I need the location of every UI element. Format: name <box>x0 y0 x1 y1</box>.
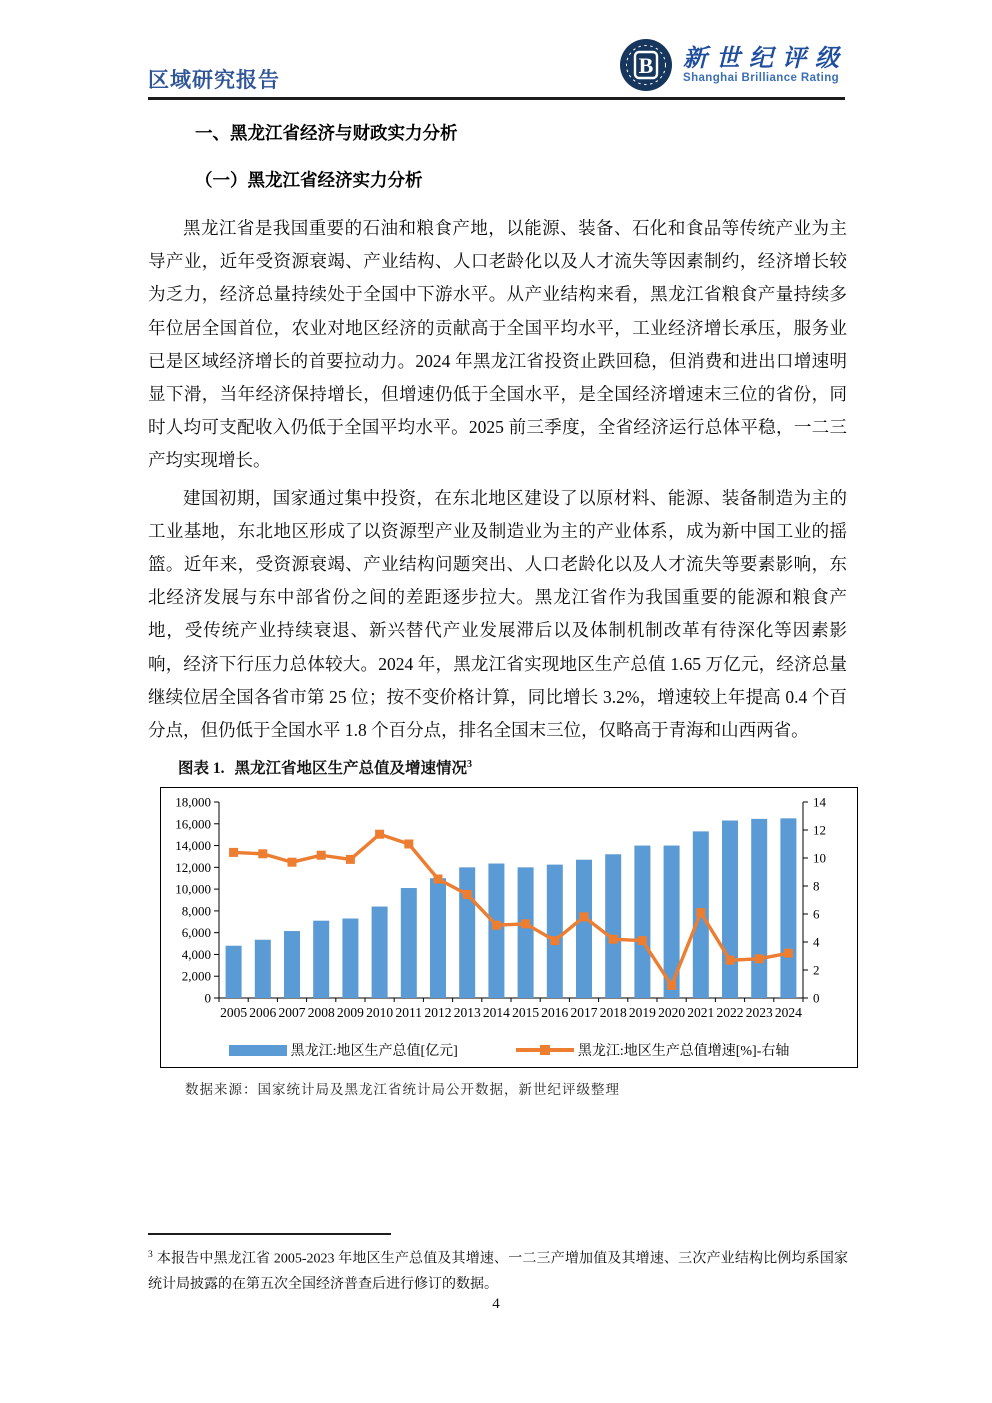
svg-text:2017: 2017 <box>570 1005 598 1021</box>
brand-emblem-icon <box>619 38 673 92</box>
svg-text:2006: 2006 <box>249 1005 277 1021</box>
svg-text:18,000: 18,000 <box>175 794 211 810</box>
figure-caption-label: 图表 1. <box>178 760 225 778</box>
footnote-body: 本报告中黑龙江省 2005-2023 年地区生产总值及其增速、一二三产增加值及其增速、三次产业结构比例均系国家统计局披露的在第五次全国经济普查后进行修订的数据。 <box>148 1251 848 1292</box>
legend-item-gdp <box>229 1040 458 1060</box>
svg-text:14: 14 <box>813 794 826 810</box>
section-heading: 一、黑龙江省经济与财政实力分析 <box>195 123 458 143</box>
svg-text:10,000: 10,000 <box>175 882 211 898</box>
paragraph-history-gdp: 建国初期，国家通过集中投资，在东北地区建设了以原材料、能源、装备制造为主的工业基地，东北地区形成了以资源型产业及制造业为主的产业体系，成为新中国工业的摇篮。近年来，受资源衰竭、产业结构问题突出、人口老龄化以及人才流失等要素影响，东北经济发展与东中部省份之间的差距逐步拉大。黑龙江省作为我国重要的能源和粮食产地，受传统产业持续衰退、新兴替代产业发展滞后以及体制机制改革有待深化等因素影响，经济下行压力总体较大。2024 年，黑龙江省实现地区生产总值 1.65 万亿元，经济总量继续位居全国各省市第 25 位；按不变价格计算，同比增长 3.2%，增速较上年提高 0.4 个百分点，但仍低于全国水平 1.8 个百分点，排名全国末三位，仅略高于青海和山西两省。 <box>148 487 847 741</box>
svg-text:2024: 2024 <box>774 1005 802 1021</box>
figure-caption-title: 黑龙江省地区生产总值及增速情况 <box>234 760 468 778</box>
footnote-divider <box>148 1233 391 1235</box>
brand-name-cn: 新世纪评级 <box>683 46 848 72</box>
svg-text:10: 10 <box>813 850 826 866</box>
svg-text:14,000: 14,000 <box>175 838 211 854</box>
figure-caption <box>178 754 847 780</box>
svg-text:2016: 2016 <box>541 1005 569 1021</box>
svg-text:0: 0 <box>813 990 820 1006</box>
gdp-chart-svg <box>162 790 856 1034</box>
svg-text:0: 0 <box>204 990 211 1006</box>
svg-text:16,000: 16,000 <box>175 816 211 832</box>
svg-text:12,000: 12,000 <box>175 860 211 876</box>
svg-text:4: 4 <box>813 934 820 950</box>
chart-legend <box>161 1034 857 1066</box>
brand-text <box>683 46 848 84</box>
svg-text:2005: 2005 <box>220 1005 248 1021</box>
data-source-note: 数据来源：国家统计局及黑龙江省统计局公开数据，新世纪评级整理 <box>185 1082 620 1098</box>
footnote-text <box>148 1243 848 1297</box>
brand-name-en: Shanghai Brilliance Rating <box>683 72 840 84</box>
legend-label-gdp: 黑龙江:地区生产总值[亿元] <box>290 1044 458 1060</box>
svg-text:2023: 2023 <box>745 1005 773 1021</box>
svg-text:2022: 2022 <box>716 1005 744 1021</box>
svg-text:2008: 2008 <box>307 1005 335 1021</box>
svg-text:2020: 2020 <box>658 1005 686 1021</box>
svg-text:2007: 2007 <box>278 1005 306 1021</box>
report-type-label: 区域研究报告 <box>148 69 280 92</box>
footnote-block <box>148 1233 848 1297</box>
header-divider <box>148 97 845 100</box>
bar-swatch-icon <box>229 1045 287 1056</box>
footnote-marker: 3 <box>148 1250 153 1260</box>
svg-text:2014: 2014 <box>482 1005 510 1021</box>
svg-text:6,000: 6,000 <box>181 925 211 941</box>
page-header <box>148 30 848 96</box>
svg-text:2013: 2013 <box>453 1005 481 1021</box>
paragraph-economy-overview: 黑龙江省是我国重要的石油和粮食产地，以能源、装备、石化和食品等传统产业为主导产业，近年受资源衰竭、产业结构、人口老龄化以及人才流失等因素制约，经济增长较为乏力，经济总量持续处于全国中下游水平。从产业结构来看，黑龙江省粮食产量持续多年位居全国首位，农业对地区经济的贡献高于全国平均水平，工业经济增长承压，服务业已是区域经济增长的首要拉动力。2024 年黑龙江省投资止跌回稳，但消费和进出口增速明显下滑，当年经济保持增长，但增速仍低于全国水平，是全国经济增速末三位的省份，同时人均可支配收入仍低于全国平均水平。2025 前三季度，全省经济运行总体平稳，一二三产均实现增长。 <box>148 218 847 471</box>
svg-text:2012: 2012 <box>424 1005 452 1021</box>
svg-text:2021: 2021 <box>687 1005 715 1021</box>
legend-item-growth <box>516 1040 790 1060</box>
svg-text:2015: 2015 <box>512 1005 540 1021</box>
company-logo <box>619 38 848 96</box>
page-number: 4 <box>492 1296 500 1312</box>
svg-text:2010: 2010 <box>366 1005 394 1021</box>
gdp-chart-figure <box>160 787 858 1068</box>
svg-text:4,000: 4,000 <box>181 947 211 963</box>
line-swatch-icon <box>516 1045 574 1055</box>
svg-text:2,000: 2,000 <box>181 969 211 985</box>
svg-text:8,000: 8,000 <box>181 903 211 919</box>
legend-label-growth: 黑龙江:地区生产总值增速[%]-右轴 <box>577 1044 790 1060</box>
document-body <box>148 112 847 1098</box>
svg-text:8: 8 <box>813 878 820 894</box>
subsection-heading: （一）黑龙江省经济实力分析 <box>195 170 423 190</box>
svg-text:2019: 2019 <box>628 1005 656 1021</box>
svg-text:2018: 2018 <box>599 1005 627 1021</box>
svg-text:2: 2 <box>813 962 820 978</box>
figure-footnote-ref: 3 <box>467 759 473 771</box>
svg-text:2011: 2011 <box>395 1005 423 1021</box>
svg-text:B: B <box>638 53 654 78</box>
svg-text:6: 6 <box>813 906 820 922</box>
svg-text:12: 12 <box>813 822 826 838</box>
svg-text:2009: 2009 <box>336 1005 364 1021</box>
